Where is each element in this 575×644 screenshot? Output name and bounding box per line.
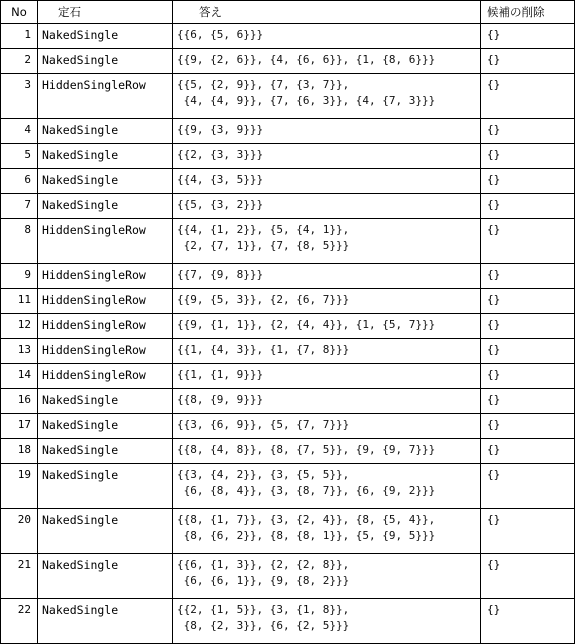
row-answer: {{6, {5, 6}}} bbox=[173, 24, 481, 49]
header-answer: 答え bbox=[173, 1, 481, 24]
row-rule: HiddenSingleRow bbox=[38, 289, 173, 314]
row-answer: {{4, {1, 2}}, {5, {4, 1}}, {2, {7, 1}}, {7, {8, 5}}} bbox=[173, 219, 481, 264]
header-row bbox=[1, 1, 575, 24]
header-remove: 候補の削除 bbox=[481, 1, 575, 24]
row-candidate-removal: {} bbox=[481, 554, 575, 599]
row-candidate-removal: {} bbox=[481, 414, 575, 439]
table-row bbox=[1, 49, 575, 74]
table-row bbox=[1, 389, 575, 414]
row-rule: HiddenSingleRow bbox=[38, 74, 173, 119]
row-answer: {{2, {3, 3}}} bbox=[173, 144, 481, 169]
row-answer: {{9, {2, 6}}, {4, {6, 6}}, {1, {8, 6}}} bbox=[173, 49, 481, 74]
row-number: 4 bbox=[1, 119, 38, 144]
row-number: 21 bbox=[1, 554, 38, 599]
row-answer: {{3, {6, 9}}, {5, {7, 7}}} bbox=[173, 414, 481, 439]
row-candidate-removal: {} bbox=[481, 464, 575, 509]
table-body bbox=[1, 24, 575, 644]
table-row bbox=[1, 169, 575, 194]
row-candidate-removal: {} bbox=[481, 289, 575, 314]
row-rule: NakedSingle bbox=[38, 119, 173, 144]
row-number: 12 bbox=[1, 314, 38, 339]
row-answer: {{2, {1, 5}}, {3, {1, 8}}, {8, {2, 3}}, {6, {2, 5}}} bbox=[173, 599, 481, 644]
row-rule: NakedSingle bbox=[38, 169, 173, 194]
table-row bbox=[1, 339, 575, 364]
row-number: 18 bbox=[1, 439, 38, 464]
table-row bbox=[1, 314, 575, 339]
row-answer: {{8, {9, 9}}} bbox=[173, 389, 481, 414]
row-rule: HiddenSingleRow bbox=[38, 219, 173, 264]
row-number: 20 bbox=[1, 509, 38, 554]
table-row bbox=[1, 599, 575, 644]
row-candidate-removal: {} bbox=[481, 339, 575, 364]
row-rule: HiddenSingleRow bbox=[38, 364, 173, 389]
row-candidate-removal: {} bbox=[481, 509, 575, 554]
row-number: 14 bbox=[1, 364, 38, 389]
row-candidate-removal: {} bbox=[481, 144, 575, 169]
row-answer: {{8, {1, 7}}, {3, {2, 4}}, {8, {5, 4}}, {8, {6, 2}}, {8, {8, 1}}, {5, {9, 5}}} bbox=[173, 509, 481, 554]
row-candidate-removal: {} bbox=[481, 169, 575, 194]
table-row bbox=[1, 554, 575, 599]
row-number: 2 bbox=[1, 49, 38, 74]
row-rule: HiddenSingleRow bbox=[38, 314, 173, 339]
row-rule: NakedSingle bbox=[38, 24, 173, 49]
row-rule: HiddenSingleRow bbox=[38, 264, 173, 289]
table-row bbox=[1, 439, 575, 464]
table-row bbox=[1, 24, 575, 49]
table-row bbox=[1, 364, 575, 389]
table-row bbox=[1, 414, 575, 439]
table-row bbox=[1, 219, 575, 264]
row-answer: {{9, {1, 1}}, {2, {4, 4}}, {1, {5, 7}}} bbox=[173, 314, 481, 339]
row-number: 13 bbox=[1, 339, 38, 364]
row-rule: NakedSingle bbox=[38, 554, 173, 599]
table-row bbox=[1, 509, 575, 554]
row-number: 9 bbox=[1, 264, 38, 289]
table-row bbox=[1, 289, 575, 314]
row-rule: NakedSingle bbox=[38, 464, 173, 509]
row-candidate-removal: {} bbox=[481, 599, 575, 644]
table-row bbox=[1, 264, 575, 289]
row-answer: {{1, {4, 3}}, {1, {7, 8}}} bbox=[173, 339, 481, 364]
table-row bbox=[1, 194, 575, 219]
row-number: 19 bbox=[1, 464, 38, 509]
row-number: 6 bbox=[1, 169, 38, 194]
row-number: 8 bbox=[1, 219, 38, 264]
row-answer: {{4, {3, 5}}} bbox=[173, 169, 481, 194]
row-answer: {{7, {9, 8}}} bbox=[173, 264, 481, 289]
table-row bbox=[1, 74, 575, 119]
row-number: 3 bbox=[1, 74, 38, 119]
row-answer: {{9, {3, 9}}} bbox=[173, 119, 481, 144]
row-candidate-removal: {} bbox=[481, 119, 575, 144]
row-number: 7 bbox=[1, 194, 38, 219]
row-answer: {{1, {1, 9}}} bbox=[173, 364, 481, 389]
row-number: 11 bbox=[1, 289, 38, 314]
row-rule: NakedSingle bbox=[38, 389, 173, 414]
row-answer: {{5, {3, 2}}} bbox=[173, 194, 481, 219]
row-rule: NakedSingle bbox=[38, 144, 173, 169]
row-candidate-removal: {} bbox=[481, 264, 575, 289]
row-answer: {{9, {5, 3}}, {2, {6, 7}}} bbox=[173, 289, 481, 314]
row-rule: NakedSingle bbox=[38, 509, 173, 554]
row-answer: {{8, {4, 8}}, {8, {7, 5}}, {9, {9, 7}}} bbox=[173, 439, 481, 464]
row-number: 16 bbox=[1, 389, 38, 414]
row-candidate-removal: {} bbox=[481, 314, 575, 339]
row-candidate-removal: {} bbox=[481, 24, 575, 49]
row-candidate-removal: {} bbox=[481, 74, 575, 119]
row-candidate-removal: {} bbox=[481, 49, 575, 74]
table-row bbox=[1, 144, 575, 169]
header-no: No bbox=[1, 1, 38, 24]
row-rule: NakedSingle bbox=[38, 49, 173, 74]
row-number: 1 bbox=[1, 24, 38, 49]
row-rule: HiddenSingleRow bbox=[38, 339, 173, 364]
row-rule: NakedSingle bbox=[38, 599, 173, 644]
table-row bbox=[1, 119, 575, 144]
row-answer: {{5, {2, 9}}, {7, {3, 7}}, {4, {4, 9}}, {7, {6, 3}}, {4, {7, 3}}} bbox=[173, 74, 481, 119]
row-number: 22 bbox=[1, 599, 38, 644]
row-candidate-removal: {} bbox=[481, 194, 575, 219]
header-rule: 定石 bbox=[38, 1, 173, 24]
row-rule: NakedSingle bbox=[38, 414, 173, 439]
row-candidate-removal: {} bbox=[481, 364, 575, 389]
row-number: 17 bbox=[1, 414, 38, 439]
row-rule: NakedSingle bbox=[38, 194, 173, 219]
row-candidate-removal: {} bbox=[481, 219, 575, 264]
row-answer: {{3, {4, 2}}, {3, {5, 5}}, {6, {8, 4}}, {3, {8, 7}}, {6, {9, 2}}} bbox=[173, 464, 481, 509]
row-candidate-removal: {} bbox=[481, 389, 575, 414]
table-row bbox=[1, 464, 575, 509]
row-rule: NakedSingle bbox=[38, 439, 173, 464]
row-number: 5 bbox=[1, 144, 38, 169]
row-candidate-removal: {} bbox=[481, 439, 575, 464]
row-answer: {{6, {1, 3}}, {2, {2, 8}}, {6, {6, 1}}, {9, {8, 2}}} bbox=[173, 554, 481, 599]
